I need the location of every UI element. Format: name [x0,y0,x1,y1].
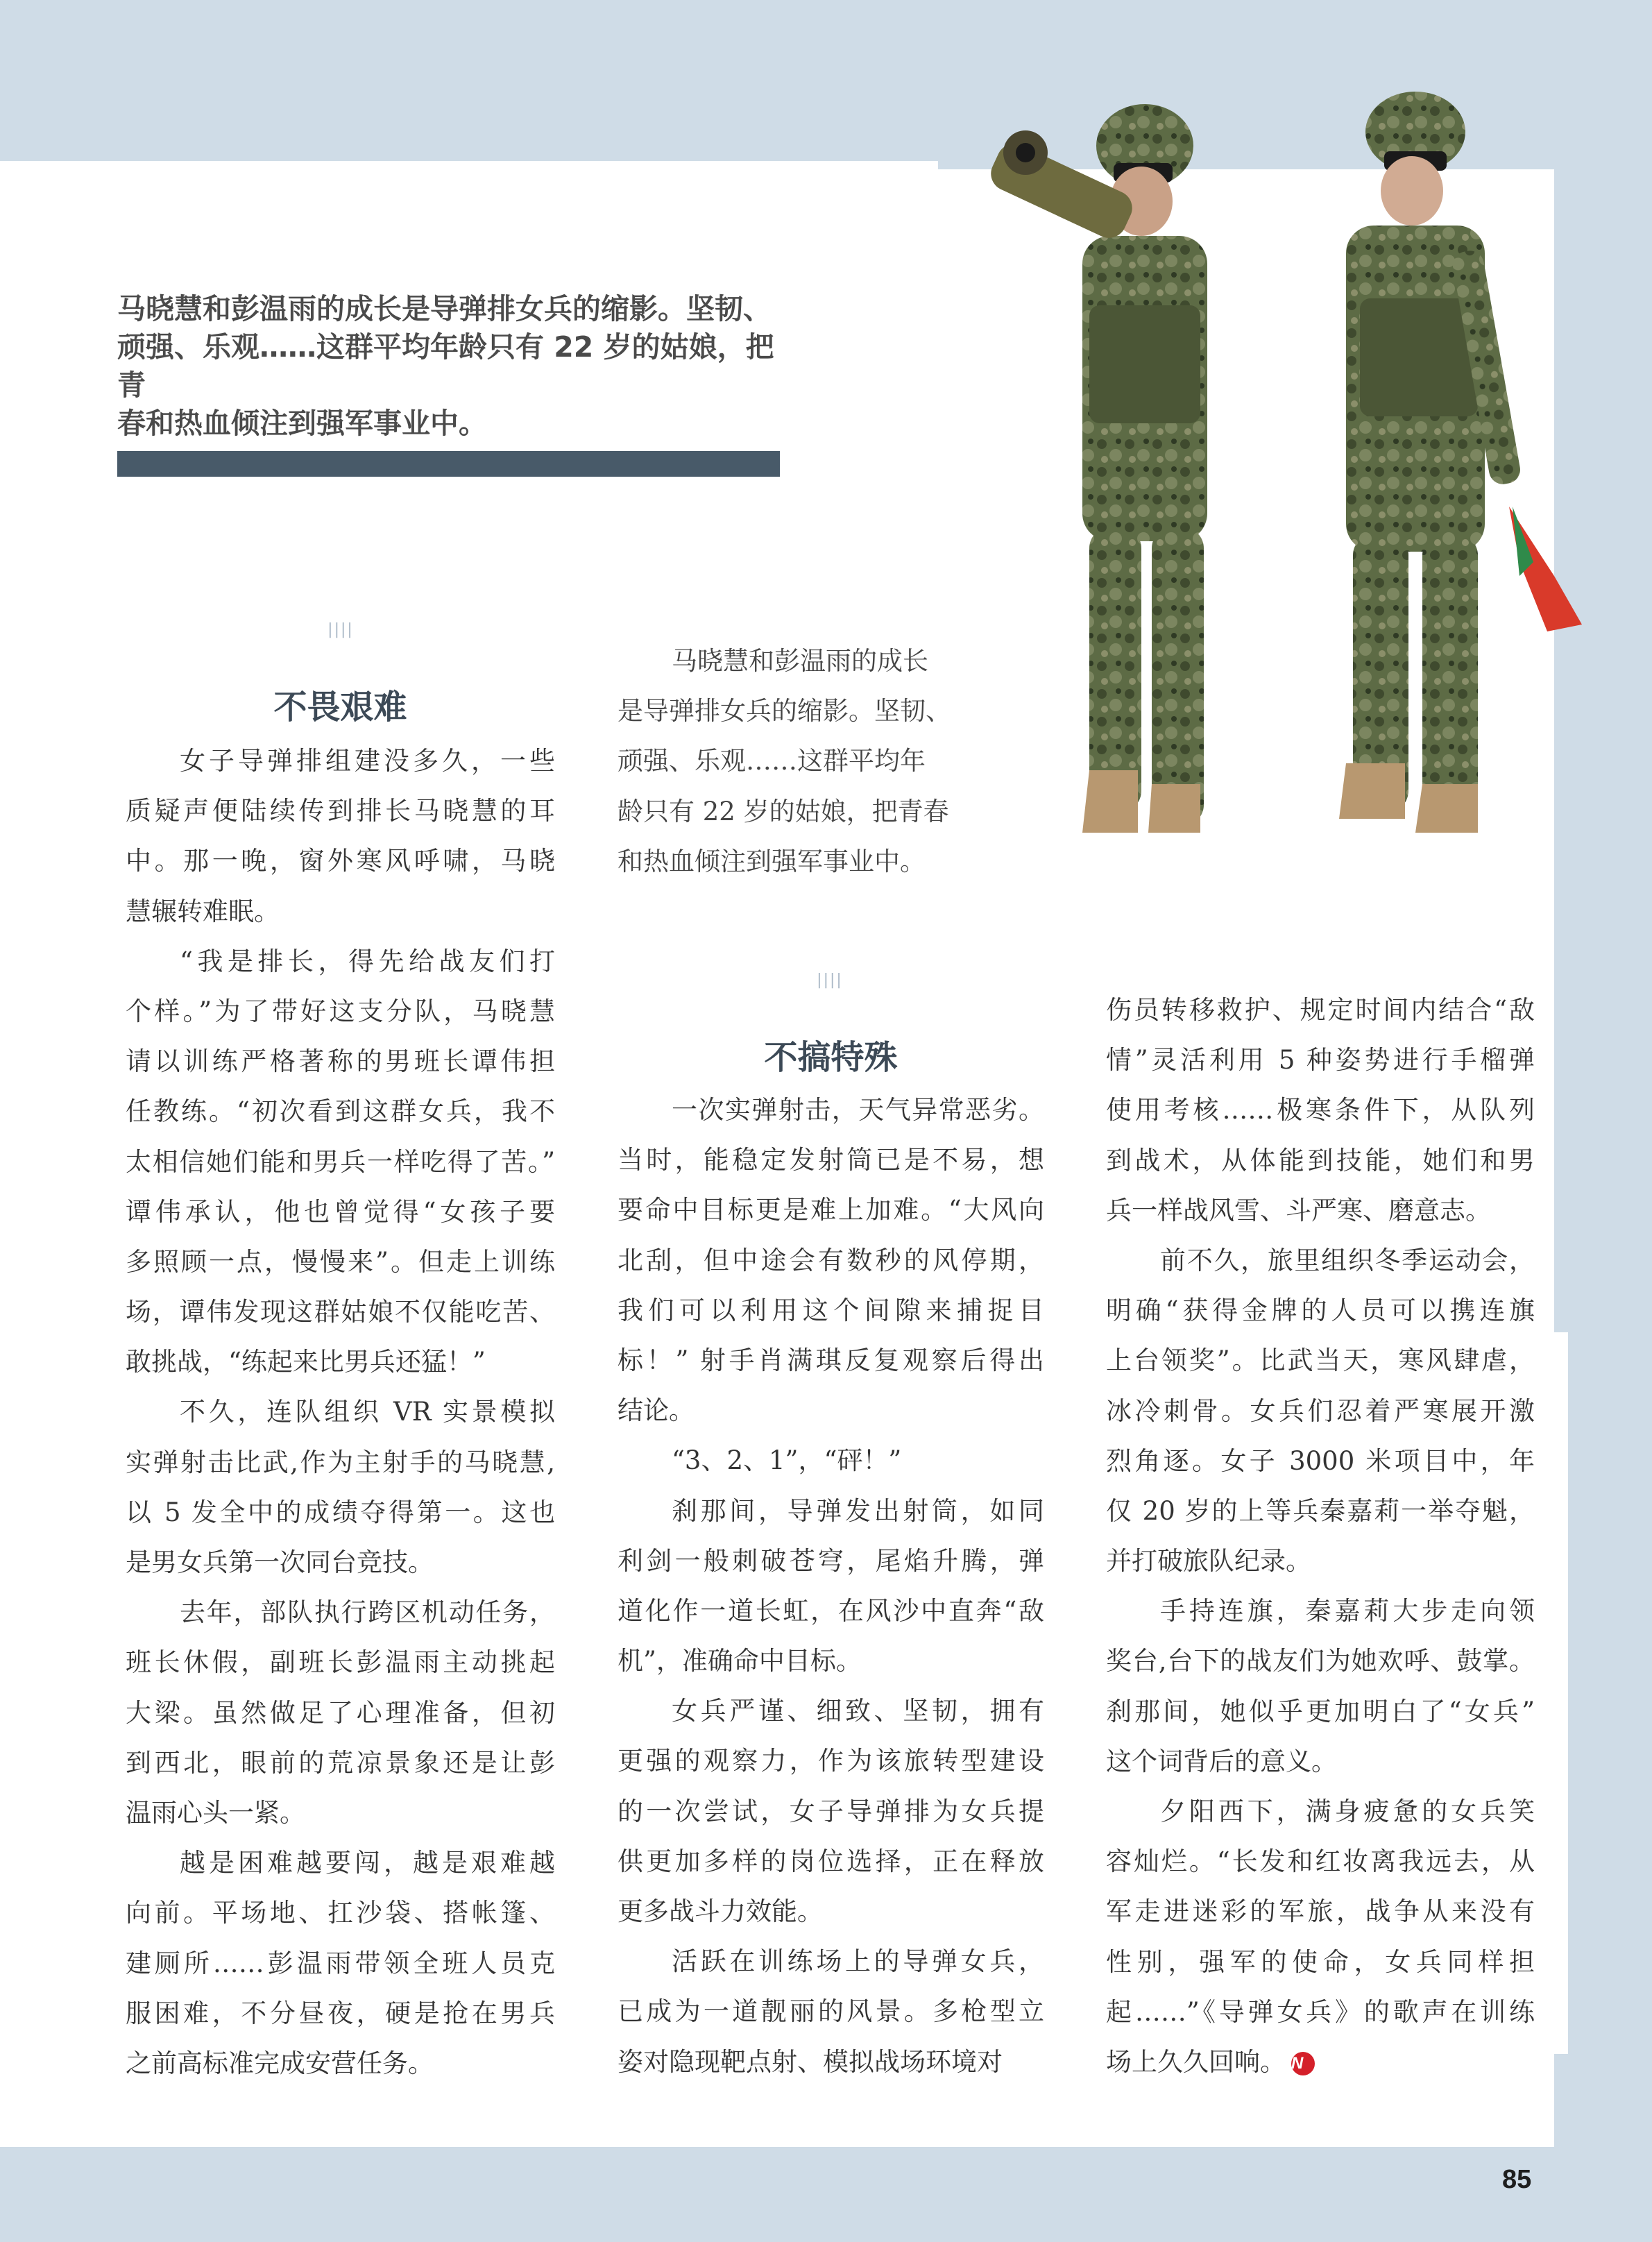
text-line: 的一次尝试，女子导弹排为女兵提 [618,1796,1044,1826]
text-line: 手持连旗，秦嘉莉大步走向领 [1160,1596,1535,1627]
intro-line: 马晓慧和彭温雨的成长是导弹排女兵的缩影。坚韧、 [117,292,772,325]
page-number: 85 [1502,2165,1532,2194]
intro-line: 顽强、乐观……这群平均年龄只有 22 岁的姑娘，把青 [117,330,774,402]
text-line: 已成为一道靓丽的风景。多枪型立 [618,1996,1044,2027]
text-line: 标！” 射手肖满琪反复观察后得出 [618,1345,1044,1375]
text-line: 女子导弹排组建没多久，一些 [180,746,555,776]
end-mark-icon: N [1291,2052,1315,2075]
text-line: 和热血倾注到强军事业中。 [618,846,926,876]
text-line: 慧辗转难眠。 [126,896,280,926]
text-line: 利剑一般刺破苍穹，尾焰升腾，弹 [618,1545,1044,1576]
text-line: 使用考核……极寒条件下，从队列 [1106,1095,1535,1126]
text-line: 建厕所……彭温雨带领全班人员克 [126,1948,555,1978]
divider-bar [117,451,780,477]
text-line: 向前。平场地、扛沙袋、搭帐篷、 [126,1898,555,1928]
column-3 [1106,985,1535,2087]
text-line: “3、2、1”，“砰！” [672,1445,902,1476]
text-line: 一次实弹射击，天气异常恶劣。 [672,1095,1044,1125]
text-line: 到战术，从体能到技能，她们和男 [1106,1145,1535,1175]
text-line: 明确“获得金牌的人员可以携连旗 [1106,1296,1535,1326]
intro-lead [117,290,783,443]
text-line: 多照顾一点，慢慢来”。但走上训练 [126,1246,555,1277]
text-line: 请以训练严格著称的男班长谭伟担 [126,1046,555,1077]
text-line: 是男女兵第一次同台竞技。 [126,1547,434,1577]
text-line: 是导弹排女兵的缩影。坚韧、 [618,696,951,727]
text-line: 顽强、乐观……这群平均年 [618,746,926,776]
text-line: 以 5 发全中的成绩夺得第一。这也 [126,1497,555,1527]
text-line: 任教练。“初次看到这群女兵，我不 [126,1096,555,1127]
text-line: 伤员转移救护、规定时间内结合“敌 [1106,995,1535,1025]
text-line: 马晓慧和彭温雨的成长 [672,646,928,676]
text-line: 上台领奖”。比武当天，寒风肆虐， [1106,1345,1535,1376]
text-line: 场上久久回响。 N [1106,2037,1535,2087]
text-line: 这个词背后的意义。 [1106,1746,1337,1776]
text-line: 谭伟承认，他也曾觉得“女孩子要 [126,1196,555,1227]
text-line: 更多战斗力效能。 [618,1896,823,1926]
page-panel-right-lower [1547,1332,1568,2054]
text-line: 烈角逐。女子 3000 米项目中，年 [1106,1445,1535,1476]
text-line: 前不久，旅里组织冬季运动会， [1160,1245,1535,1275]
text-line: 龄只有 22 岁的姑娘，把青春 [618,796,949,826]
text-line: 当时，能稳定发射筒已是不易，想 [618,1145,1044,1175]
text-line: 之前高标准完成安营任务。 [126,2048,434,2078]
text-line: 去年，部队执行跨区机动任务， [180,1597,555,1628]
text-line: 服困难，不分昼夜，硬是抢在男兵 [126,1998,555,2028]
text-line: 班长休假，副班长彭温雨主动挑起 [126,1647,555,1678]
text-line: 女兵严谨、细致、坚韧，拥有 [672,1696,1044,1726]
text-line: 到西北，眼前的荒凉景象还是让彭 [126,1747,555,1778]
text-line: 质疑声便陆续传到排长马晓慧的耳 [126,796,555,826]
text-line: 并打破旅队纪录。 [1106,1546,1311,1577]
section-marks: |||| [817,971,843,989]
text-line: 温雨心头一紧。 [126,1797,305,1828]
text-line: 北刮，但中途会有数秒的风停期， [618,1245,1044,1275]
text-line: 仅 20 岁的上等兵秦嘉莉一举夺魁， [1106,1495,1535,1526]
soldiers-photo [985,76,1624,847]
text-line: 供更加多样的岗位选择，正在释放 [618,1846,1044,1876]
text-line: 不久，连队组织 VR 实景模拟 [180,1397,555,1427]
text-line: 活跃在训练场上的导弹女兵， [672,1946,1044,1977]
text-line: 更强的观察力，作为该旅转型建设 [618,1746,1044,1776]
text-line: 道化作一道长虹，在风沙中直奔“敌 [618,1595,1044,1626]
text-line: 实弹射击比武,作为主射手的马晓慧, [126,1447,555,1477]
pull-quote [618,636,1006,887]
text-line: 中。那一晚，窗外寒风呼啸，马晓 [126,846,555,876]
text-line: 兵一样战风雪、斗严寒、磨意志。 [1106,1195,1491,1225]
section-marks: |||| [327,621,354,638]
text-line: 奖台,台下的战友们为她欢呼、鼓掌。 [1106,1646,1535,1676]
text-line: 刹那间，导弹发出射筒，如同 [672,1495,1044,1526]
soldier-right [1339,92,1582,833]
column-2 [618,1085,1044,2087]
text-line: 起……”《导弹女兵》的歌声在训练 [1106,1996,1535,2027]
text-line: 容灿烂。“长发和红妆离我远去，从 [1106,1846,1535,1877]
text-line: 场，谭伟发现这群姑娘不仅能吃苦、 [126,1297,555,1327]
text-line: 军走进迷彩的军旅，战争从来没有 [1106,1896,1535,1927]
section-heading-2: 不搞特殊 [764,1038,898,1077]
text-line: 敢挑战，“练起来比男兵还猛！” [126,1347,486,1377]
column-1 [126,736,555,2089]
text-line: 机”，准确命中目标。 [618,1646,862,1676]
text-line: 刹那间，她似乎更加明白了“女兵” [1106,1696,1535,1726]
intro-line: 春和热血倾注到强军事业中。 [117,407,487,440]
text-line: 情”灵活利用 5 种姿势进行手榴弹 [1106,1045,1535,1076]
text-line: 大梁。虽然做足了心理准备，但初 [126,1697,555,1728]
soldier-left [985,104,1207,833]
text-line: 个样。”为了带好这支分队，马晓慧 [126,996,555,1026]
text-line: 太相信她们能和男兵一样吃得了苦。” [126,1146,555,1177]
text-line: 冰冷刺骨。女兵们忍着严寒展开激 [1106,1395,1535,1426]
text-line: 越是困难越要闯，越是艰难越 [180,1848,555,1878]
text-line: 姿对隐现靶点射、模拟战场环境对 [618,2046,1003,2077]
text-line: 性别，强军的使命，女兵同样担 [1106,1946,1535,1977]
section-heading-1: 不畏艰难 [273,688,407,727]
text-line: “我是排长，得先给战友们打 [180,946,555,976]
text-line: 结论。 [618,1395,695,1426]
text-line: 要命中目标更是难上加难。“大风向 [618,1195,1044,1225]
text-line: 我们可以利用这个间隙来捕捉目 [618,1295,1044,1325]
text-line: 夕阳西下，满身疲惫的女兵笑 [1160,1797,1535,1826]
